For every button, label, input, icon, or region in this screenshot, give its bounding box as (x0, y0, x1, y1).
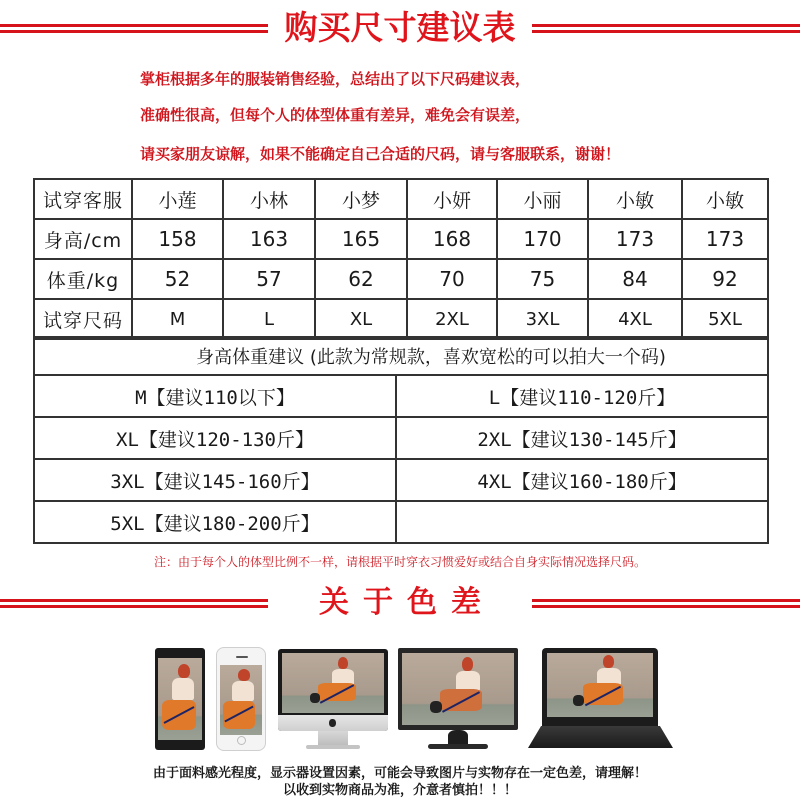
red-double-line-right (532, 599, 800, 608)
weight-recommendation-table (33, 336, 769, 544)
height-value: 165 (315, 219, 407, 259)
recommendation-item: 2XL【建议130-145斤】 (396, 417, 768, 459)
model-name: 小妍 (407, 179, 497, 219)
product-photo (282, 653, 384, 713)
model-name: 小敏 (682, 179, 768, 219)
weight-value: 62 (315, 259, 407, 299)
intro-line-1: 掌柜根据多年的服装销售经验，总结出了以下尺码建议表， (140, 70, 531, 88)
row-label: 试穿客服 (34, 179, 132, 219)
height-value: 170 (497, 219, 588, 259)
height-value: 173 (588, 219, 682, 259)
table-row (34, 375, 768, 417)
product-photo (158, 658, 202, 740)
table-row (34, 459, 768, 501)
model-name: 小梦 (315, 179, 407, 219)
recommendation-item: 4XL【建议160-180斤】 (396, 459, 768, 501)
recommendation-item: 5XL【建议180-200斤】 (34, 501, 396, 543)
device-comparison-image (140, 650, 670, 750)
apple-logo-icon (329, 719, 336, 727)
height-value: 163 (223, 219, 315, 259)
weight-value: 70 (407, 259, 497, 299)
monitor-image (398, 648, 518, 752)
red-double-line-left (0, 24, 268, 33)
size-note: 注：由于每个人的体型比例不一样，请根据平时穿衣习惯爱好或结合自身实际情况选择尺码。 (153, 555, 646, 569)
size-value: 3XL (497, 299, 588, 339)
red-double-line-right (532, 24, 800, 33)
table-row-height (34, 219, 768, 259)
height-value: 173 (682, 219, 768, 259)
phone-black-image (155, 648, 205, 750)
product-photo (402, 653, 514, 725)
height-value: 158 (132, 219, 223, 259)
model-name: 小林 (223, 179, 315, 219)
table-row-model (34, 179, 768, 219)
laptop-image (528, 648, 673, 752)
intro-line-3: 请买家朋友谅解，如果不能确定自己合适的尺码，请与客服联系，谢谢！ (140, 145, 621, 163)
size-value: 4XL (588, 299, 682, 339)
color-disclaimer-line-2: 以收到实物商品为准，介意者慎拍！！！ (282, 783, 517, 798)
weight-value: 75 (497, 259, 588, 299)
size-value: M (132, 299, 223, 339)
height-value: 168 (407, 219, 497, 259)
size-value: 2XL (407, 299, 497, 339)
table-row (34, 501, 768, 543)
model-name: 小敏 (588, 179, 682, 219)
recommendation-item: M【建议110以下】 (34, 375, 396, 417)
imac-image (278, 649, 388, 751)
row-label: 体重/kg (34, 259, 132, 299)
red-double-line-left (0, 599, 268, 608)
recommendation-item-empty (396, 501, 768, 543)
size-chart-header (0, 8, 800, 48)
model-size-table (33, 178, 769, 340)
size-value: XL (315, 299, 407, 339)
color-disclaimer-line-1: 由于面料感光程度，显示器设置因素，可能会导致图片与实物存在一定色差，请理解！ (152, 766, 647, 781)
color-difference-title: 关于色差 (319, 585, 495, 620)
table-row-title (34, 337, 768, 375)
weight-value: 52 (132, 259, 223, 299)
recommendation-item: XL【建议120-130斤】 (34, 417, 396, 459)
size-value: L (223, 299, 315, 339)
weight-value: 92 (682, 259, 768, 299)
model-name: 小丽 (497, 179, 588, 219)
row-label: 身高/cm (34, 219, 132, 259)
table-row (34, 417, 768, 459)
weight-value: 84 (588, 259, 682, 299)
table-row-weight (34, 259, 768, 299)
table-row-size (34, 299, 768, 339)
weight-value: 57 (223, 259, 315, 299)
recommendation-item: L【建议110-120斤】 (396, 375, 768, 417)
recommendation-title: 身高体重建议 (此款为常规款，喜欢宽松的可以拍大一个码) (34, 337, 768, 375)
model-name: 小莲 (132, 179, 223, 219)
intro-line-2: 准确性很高，但每个人的体型体重有差异，难免会有误差， (140, 106, 531, 124)
size-chart-title: 购买尺寸建议表 (284, 8, 516, 47)
recommendation-item: 3XL【建议145-160斤】 (34, 459, 396, 501)
laptop-keyboard (528, 726, 673, 748)
size-value: 5XL (682, 299, 768, 339)
product-photo (220, 665, 262, 735)
row-label: 试穿尺码 (34, 299, 132, 339)
product-photo (547, 653, 653, 717)
color-difference-header (0, 583, 800, 623)
phone-white-image (216, 647, 266, 751)
